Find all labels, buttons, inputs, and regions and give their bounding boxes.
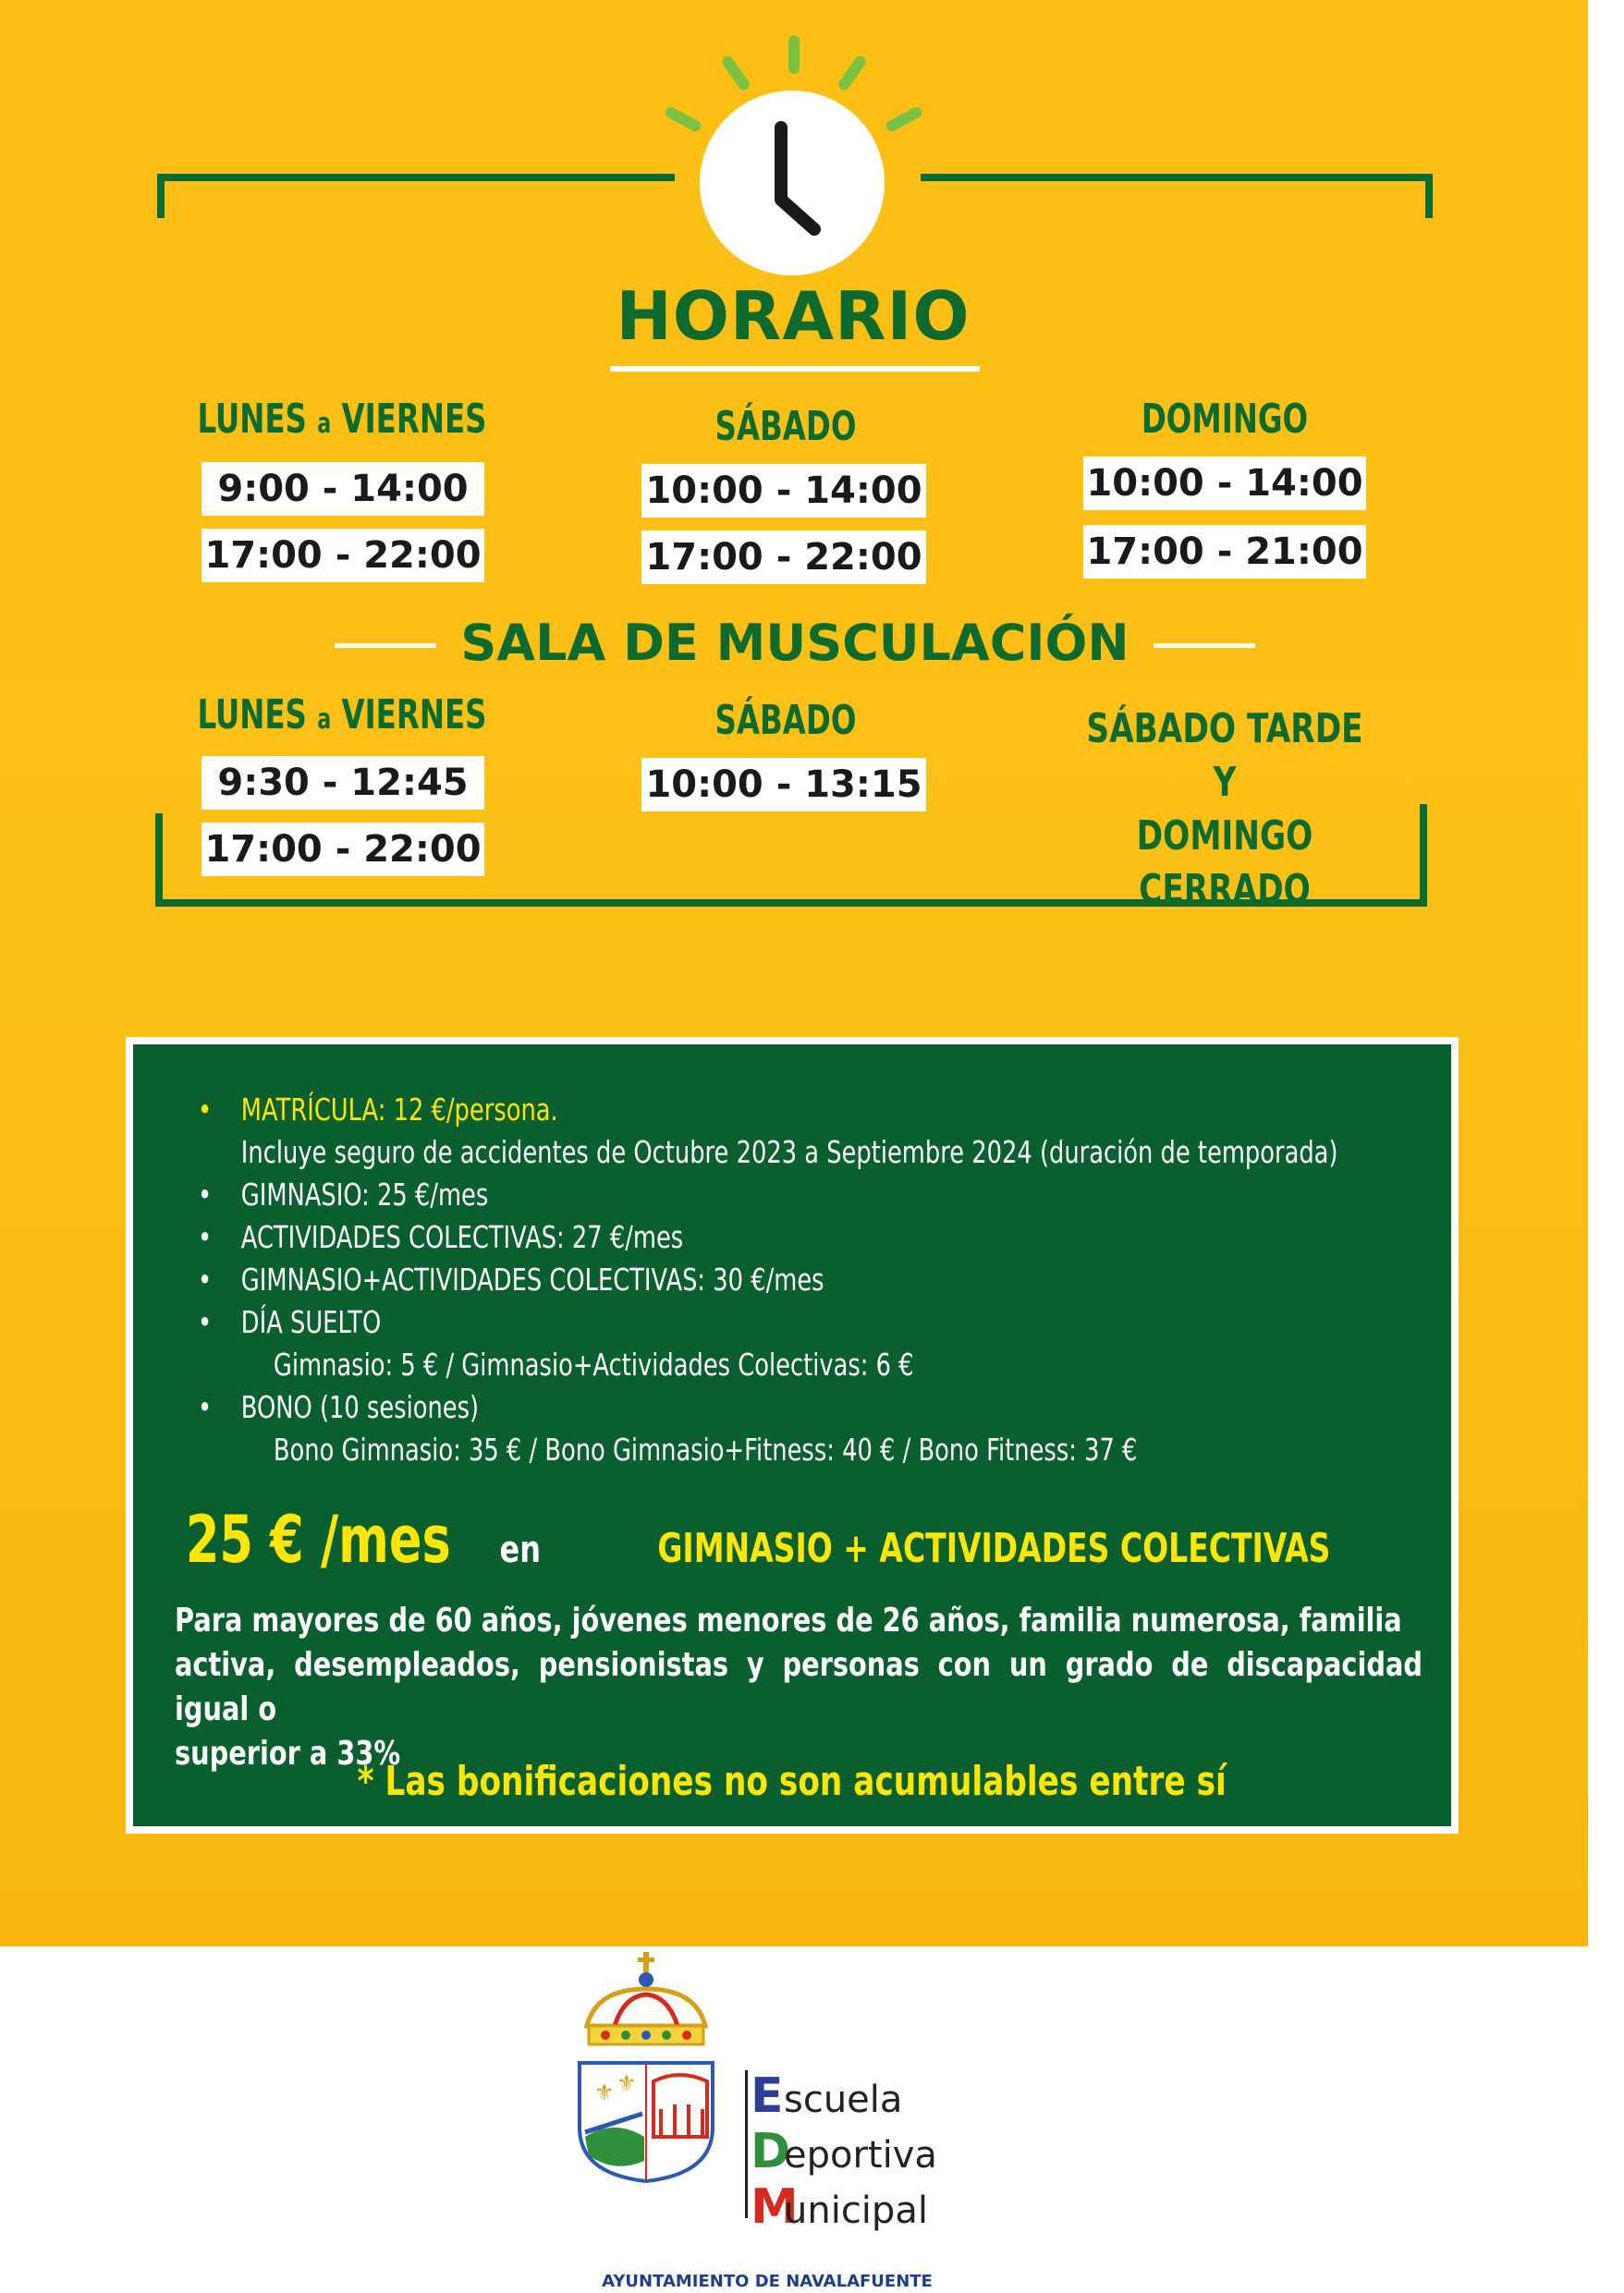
time-slot: 17:00 - 22:00: [201, 823, 484, 876]
initial: E: [751, 2068, 784, 2124]
promo-connector: en: [499, 1529, 542, 1571]
saturday-heading: SÁBADO: [714, 697, 857, 744]
time-slot: 17:00 - 21:00: [1083, 525, 1366, 579]
page-title: HORARIO: [616, 277, 971, 355]
price-list: [198, 1089, 1455, 1471]
time-slot: 9:30 - 12:45: [201, 756, 484, 810]
time-slot: 10:00 - 14:00: [641, 464, 926, 518]
list-item: Incluye seguro de accidentes de Octubre 2023 a Septiembre 2024 (duración de temporada): [240, 1134, 1338, 1170]
closed-line: SÁBADO TARDE Y: [1086, 705, 1363, 806]
ray: [788, 35, 800, 74]
section-rule-left: [335, 643, 436, 648]
day-start: LUNES: [197, 396, 307, 443]
section-rule-right: [1154, 643, 1255, 648]
frame-bottom-right-tick: [1420, 804, 1427, 906]
frame-top-right: [921, 174, 1433, 181]
saturday-heading: SÁBADO: [714, 403, 857, 450]
time-slot: 10:00 - 13:15: [641, 758, 926, 811]
title-underline: [610, 366, 980, 372]
initial: D: [751, 2124, 791, 2179]
promo-line: [133, 1502, 1451, 1578]
promo-service: GIMNASIO + ACTIVIDADES COLECTIVAS: [657, 1525, 1331, 1572]
connector: a: [317, 408, 332, 440]
list-item: • DÍA SUELTO: [198, 1301, 1178, 1344]
connector: a: [317, 703, 332, 736]
eligibility-line: superior a 33%: [175, 1735, 401, 1773]
discount-note: [133, 1758, 1451, 1805]
time-slot: 17:00 - 22:00: [201, 529, 484, 582]
logo-line: [751, 2181, 937, 2237]
frame-top-left: [157, 174, 675, 181]
eligibility-line: activa, desempleados, pensionistas y personas con un grado de discapacidad igual o: [175, 1646, 1423, 1728]
word: unicipal: [784, 2189, 928, 2232]
eligibility-text: [175, 1599, 1423, 1776]
svg-text:⚜: ⚜: [594, 2080, 615, 2105]
time-slot: 9:00 - 14:00: [201, 462, 484, 516]
word: eportiva: [784, 2134, 937, 2177]
frame-bottom-left-tick: [155, 813, 163, 906]
promo-price: 25 € /mes: [185, 1502, 451, 1578]
time-slot: 10:00 - 14:00: [1083, 457, 1366, 510]
logo-line: [751, 2070, 937, 2126]
list-item: Gimnasio: 5 € / Gimnasio+Actividades Colectivas: 6 €: [273, 1347, 914, 1383]
frame-top-left-tick: [157, 174, 165, 218]
weekday-heading: [190, 396, 494, 443]
list-item: • ACTIVIDADES COLECTIVAS: 27 €/mes: [198, 1216, 1178, 1259]
frame-top-right-tick: [1425, 174, 1433, 218]
day-end: VIERNES: [341, 396, 487, 443]
logo-line: [751, 2126, 937, 2181]
time-slot: 17:00 - 22:00: [641, 531, 926, 584]
weekday-heading: [190, 691, 494, 738]
section-title: SALA DE MUSCULACIÓN: [460, 614, 1129, 672]
day-start: LUNES: [197, 691, 307, 738]
logo-separator: [745, 2070, 748, 2218]
price-panel: [126, 1037, 1459, 1834]
municipality-name: AYUNTAMIENTO DE NAVALAFUENTE: [602, 2272, 933, 2291]
clock-icon: [700, 91, 885, 275]
closed-line: DOMINGO CERRADO: [1136, 812, 1313, 913]
coat-of-arms-icon: [568, 1952, 726, 2183]
word: scuela: [784, 2079, 903, 2121]
list-item: • MATRÍCULA: 12 €/persona.: [198, 1089, 1178, 1131]
list-item: Bono Gimnasio: 35 € / Bono Gimnasio+Fitness: 40 € / Bono Fitness: 37 €: [273, 1432, 1138, 1468]
list-item: • GIMNASIO: 25 €/mes: [198, 1174, 1178, 1216]
sports-school-logo: [751, 2070, 937, 2237]
sunday-heading: DOMINGO: [1141, 396, 1309, 443]
closed-notice: [1077, 702, 1373, 917]
right-margin: [1588, 0, 1624, 2293]
initial: M: [751, 2179, 799, 2235]
day-end: VIERNES: [341, 691, 487, 738]
list-item: • GIMNASIO+ACTIVIDADES COLECTIVAS: 30 €/mes: [198, 1259, 1178, 1301]
eligibility-line: Para mayores de 60 años, jóvenes menores de 26 años, familia numerosa, familia: [175, 1602, 1402, 1640]
svg-text:⚜: ⚜: [617, 2070, 637, 2096]
note-text: * Las bonificaciones no son acumulables entre sí: [357, 1758, 1227, 1805]
list-item: • BONO (10 sesiones): [198, 1386, 1178, 1429]
